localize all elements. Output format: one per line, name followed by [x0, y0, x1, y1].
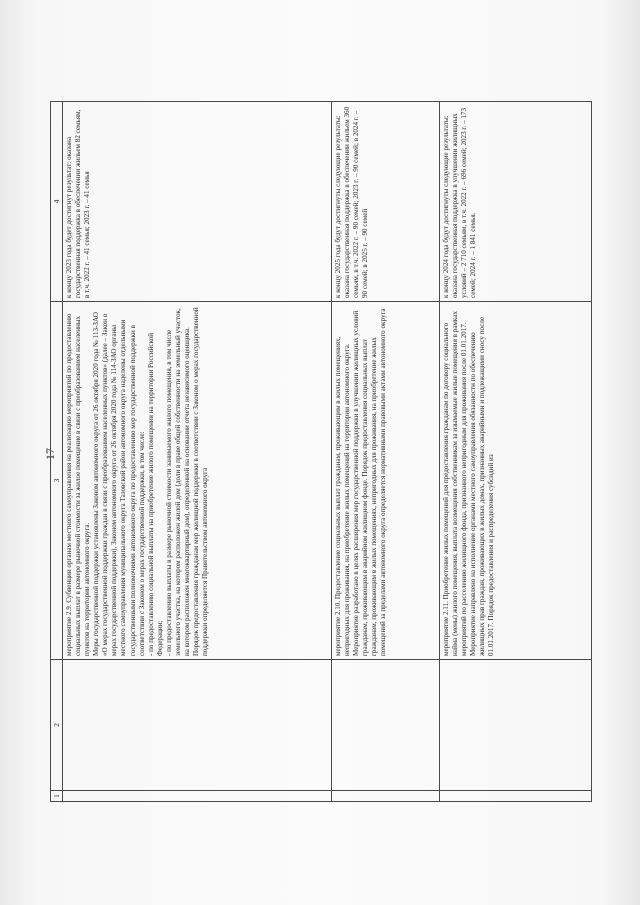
cell-task	[332, 660, 440, 791]
measure-paragraph: мероприятие 2.10. Предоставление социальных выплат гражданам, проживающим в жилых помещениях, непригодных для проживания, на приобретение жилых помещений на территории автономного округа. Мероприятие разработано в целях расширения мер государственной поддержки в улучшении жилищных условий гражданам, проживающим в аварийном жилищном фонде. Порядок предоставления социальных выплат гражданам, проживающим в жилых помещениях, непригодных для проживания, на приобретение жилых помещений за пределами автономного округа определяется нормативными правовыми актами автономного округа	[334, 308, 388, 656]
measure-paragraph: Порядок предоставления гражданам мер жилищной поддержки в соответствии с Законом о мерах государственной поддержки определяется Правительством автономного округа	[192, 307, 210, 656]
rotated-sheet	[50, 102, 590, 802]
measure-paragraph: - по предоставлению выплаты в размере рыночной стоимости занимаемого жилого помещения, в том числе земельного участка, на котором расположен жилой дом (доли в праве общей собственности на земельный участок, на котором расположен многоквартирный дом), определенной на основании отчета независимого оценщика.	[164, 308, 192, 656]
cell-measure	[332, 302, 440, 660]
table-header-row	[51, 102, 63, 802]
column-header-3: 3	[51, 302, 63, 660]
cell-result: к концу 2024 года будут достигнуты следующие результаты: оказана государственная поддержка в улучшении жилищных условий – 2 710 семьям, в т.ч. 2022 г. – 696 семей; 2023 г. – 173 семей; 2024 г. – 1 841 семья.	[440, 102, 592, 302]
table-row	[63, 102, 332, 802]
table-row	[332, 102, 440, 802]
measure-paragraph: мероприятие 2.9. Субвенции органам местного самоуправления на реализацию мероприятий по предоставлению социальных выплат в размере рыночной стоимости за жилое помещение в связи с преобразованием населенных пунктов на территории автономного округа.	[65, 313, 92, 656]
cell-number	[63, 791, 332, 802]
measure-paragraph: Меры государственной поддержки установлены Законом автономного округа от 26 октября 2020 года № 113-ЗАО «О мерах государственной поддержки граждан в связи с преобразованием населенных пунктов» (далее – Закон о мерах государственной поддержки), Законом автономного округа от 26 октября 2020 года № 114-ЗАО органы местного самоуправления муниципального округа Тазовский район автономного округа наделены отдельными государственными полномочиями автономного округа по предоставлению мер государственной поддержки в соответствии с Законом о мерах государственной поддержки, в том числе:	[92, 312, 146, 656]
column-header-4: 4	[51, 102, 63, 302]
table-row	[440, 102, 592, 802]
page-number: 17	[43, 448, 57, 460]
program-table	[50, 101, 592, 802]
cell-result: к концу 2023 года будет достигнут результат: оказана государственная поддержка в обеспечении жильем 82 семьям, в т.ч. 2022 г. – 41 семья; 2023 г. – 41 семья	[63, 102, 332, 302]
cell-number	[440, 791, 592, 802]
measure-paragraph: - по предоставлению социальной выплаты на приобретение жилого помещения на территории Российской Федерации;	[146, 333, 164, 656]
cell-task	[63, 660, 332, 791]
column-header-1: 1	[51, 791, 63, 802]
cell-task	[440, 660, 592, 791]
column-header-2: 2	[51, 660, 63, 791]
cell-number	[332, 791, 440, 802]
cell-measure	[440, 302, 592, 660]
measure-paragraph: мероприятие 2.11. Приобретение жилых помещений для предоставления гражданам по договору социального найма (мены) жилого помещения, выплата возмещения собственникам за изымаемые жилые помещения в рамках мероприятий по расселению жилищного фонда, признанного непригодным для проживания после 01.01.2017. Мероприятие направлено на исполнение органами местного самоуправления обязанности по обеспечению жилищных прав граждан, проживающих в жилых домах, признанных аварийными и подлежащими сносу после 01.01.2017. Порядок предоставления и распределения субсидий из	[442, 311, 496, 656]
cell-result: к концу 2025 года будут достигнуты следующие результаты: оказана государственная поддержка в обеспечении жильем 360 семьям, в т.ч. 2022 г. – 90 семей; 2023 г. – 90 семей; в 2024 г. – 90 семей; в 2025 г. – 90 семей	[332, 102, 440, 302]
cell-measure	[63, 302, 332, 660]
